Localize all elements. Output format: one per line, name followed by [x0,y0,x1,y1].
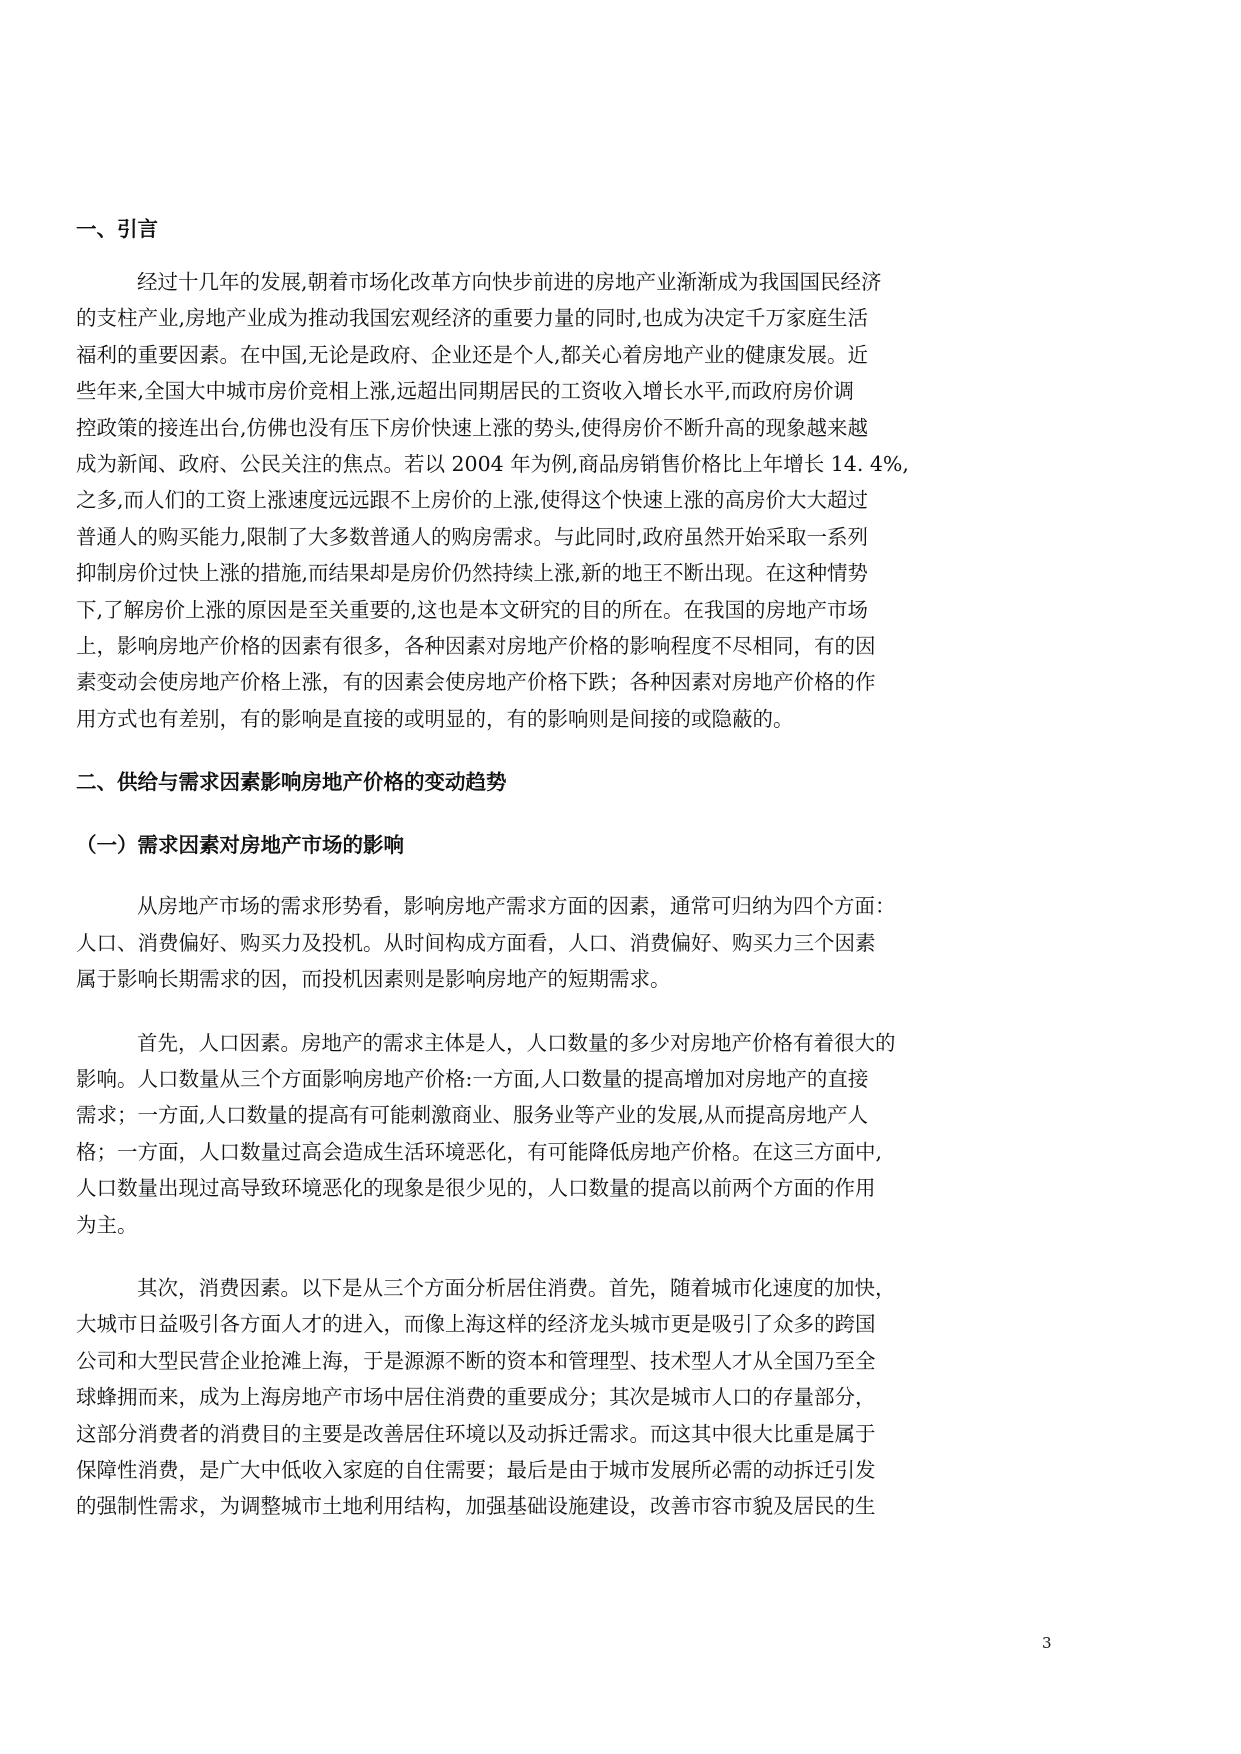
paragraph-line: 公司和大型民营企业抢滩上海，于是源源不断的资本和管理型、技术型人才从全国乃至全 [76,1348,876,1373]
section-heading-supply-demand: 二、供给与需求因素影响房地产价格的变动趋势 [76,770,507,795]
paragraph-line: 人口、消费偏好、购买力及投机。从时间构成方面看，人口、消费偏好、购买力三个因素 [76,930,876,955]
paragraph-line: 影响。人口数量从三个方面影响房地产价格:一方面,人口数量的提高增加对房地产的直接 [76,1066,869,1091]
paragraph-line: 为主。 [76,1212,138,1237]
paragraph-line: 控政策的接连出台,仿佛也没有压下房价快速上涨的势头,使得房价不断升高的现象越来越 [76,415,869,440]
paragraph-line: 的强制性需求，为调整城市土地利用结构，加强基础设施建设，改善市容市貌及居民的生 [76,1494,876,1519]
paragraph-line: 普通人的购买能力,限制了大多数普通人的购房需求。与此同时,政府虽然开始采取一系列 [76,524,869,549]
paragraph-line: 的支柱产业,房地产业成为推动我国宏观经济的重要力量的同时,也成为决定千万家庭生活 [76,306,869,331]
paragraph-line: 些年来,全国大中城市房价竞相上涨,远超出同期居民的工资收入增长水平,而政府房价调 [76,379,855,404]
paragraph-line: 抑制房价过快上涨的措施,而结果却是房价仍然持续上涨,新的地王不断出现。在这种情势 [76,561,869,586]
paragraph-line: 这部分消费者的消费目的主要是改善居住环境以及动拆迁需求。而这其中很大比重是属于 [76,1421,876,1446]
paragraph-line: 保障性消费，是广大中低收入家庭的自住需要；最后是由于城市发展所必需的动拆迁引发 [76,1457,876,1482]
demand-paragraph [76,888,1076,997]
page-number: 3 [1042,1634,1052,1652]
consumption-paragraph [76,1270,1076,1525]
intro-paragraph [76,264,1076,737]
paragraph-line: 成为新闻、政府、公民关注的焦点。若以 2004 年为例,商品房销售价格比上年增长 14. 4%, [76,452,909,477]
paragraph-line: 球蜂拥而来，成为上海房地产市场中居住消费的重要成分；其次是城市人口的存量部分， [76,1385,876,1410]
paragraph-line: 素变动会使房地产价格上涨，有的因素会使房地产价格下跌；各种因素对房地产价格的作 [76,670,876,695]
paragraph-line: 首先，人口因素。房地产的需求主体是人，人口数量的多少对房地产价格有着很大的 [137,1030,896,1055]
paragraph-line: 属于影响长期需求的因，而投机因素则是影响房地产的短期需求。 [76,967,671,992]
paragraph-line: 从房地产市场的需求形势看，影响房地产需求方面的因素，通常可归纳为四个方面： [137,894,896,919]
population-paragraph [76,1025,1076,1243]
paragraph-line: 其次，消费因素。以下是从三个方面分析居住消费。首先，随着城市化速度的加快， [137,1275,896,1300]
paragraph-line: 下,了解房价上涨的原因是至关重要的,这也是本文研究的目的所在。在我国的房地产市场 [76,597,869,622]
paragraph-line: 经过十几年的发展,朝着市场化改革方向快步前进的房地产业渐渐成为我国国民经济 [137,270,882,294]
paragraph-line: 格；一方面，人口数量过高会造成生活环境恶化，有可能降低房地产价格。在这三方面中, [76,1139,883,1164]
subsection-heading-demand-factors: （一）需求因素对房地产市场的影响 [76,833,404,858]
page-content [76,212,1076,1525]
section-heading-introduction: 一、引言 [76,217,158,241]
paragraph-line: 上，影响房地产价格的因素有很多，各种因素对房地产价格的影响程度不尽相同，有的因 [76,634,876,659]
paragraph-line: 大城市日益吸引各方面人才的进入，而像上海这样的经济龙头城市更是吸引了众多的跨国 [76,1312,876,1337]
paragraph-line: 需求；一方面,人口数量的提高有可能刺激商业、服务业等产业的发展,从而提高房地产人 [76,1103,869,1128]
paragraph-line: 用方式也有差别，有的影响是直接的或明显的，有的影响则是间接的或隐蔽的。 [76,706,794,731]
paragraph-line: 之多,而人们的工资上涨速度远远跟不上房价的上涨,使得这个快速上涨的高房价大大超过 [76,488,869,513]
paragraph-line: 人口数量出现过高导致环境恶化的现象是很少见的，人口数量的提高以前两个方面的作用 [76,1176,876,1201]
paragraph-line: 福利的重要因素。在中国,无论是政府、企业还是个人,都关心着房地产业的健康发展。近 [76,342,869,367]
